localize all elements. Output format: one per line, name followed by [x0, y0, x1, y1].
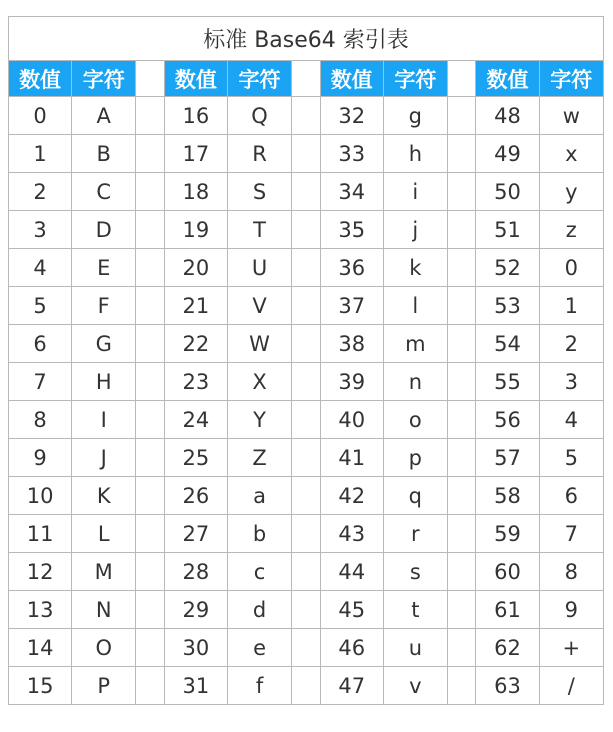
column-gap	[292, 401, 321, 439]
table-row	[9, 629, 604, 667]
char-cell: n	[383, 363, 447, 401]
value-cell: 17	[164, 135, 227, 173]
value-cell: 12	[9, 553, 72, 591]
value-cell: 57	[476, 439, 539, 477]
char-cell: z	[539, 211, 603, 249]
char-cell: 9	[539, 591, 603, 629]
column-gap	[447, 61, 476, 97]
table-row	[9, 173, 604, 211]
value-cell: 18	[164, 173, 227, 211]
char-cell: M	[72, 553, 136, 591]
column-gap	[447, 287, 476, 325]
value-cell: 35	[320, 211, 383, 249]
char-cell: l	[383, 287, 447, 325]
char-cell: o	[383, 401, 447, 439]
column-gap	[292, 249, 321, 287]
value-cell: 45	[320, 591, 383, 629]
header-char: 字符	[72, 61, 136, 97]
value-cell: 3	[9, 211, 72, 249]
value-cell: 52	[476, 249, 539, 287]
char-cell: 1	[539, 287, 603, 325]
column-gap	[136, 363, 165, 401]
char-cell: w	[539, 97, 603, 135]
value-cell: 61	[476, 591, 539, 629]
char-cell: O	[72, 629, 136, 667]
char-cell: X	[227, 363, 291, 401]
column-gap	[447, 439, 476, 477]
value-cell: 15	[9, 667, 72, 705]
char-cell: u	[383, 629, 447, 667]
value-cell: 30	[164, 629, 227, 667]
char-cell: v	[383, 667, 447, 705]
value-cell: 2	[9, 173, 72, 211]
char-cell: 4	[539, 401, 603, 439]
char-cell: b	[227, 515, 291, 553]
column-gap	[136, 553, 165, 591]
char-cell: j	[383, 211, 447, 249]
char-cell: T	[227, 211, 291, 249]
char-cell: I	[72, 401, 136, 439]
char-cell: V	[227, 287, 291, 325]
header-char: 字符	[539, 61, 603, 97]
column-gap	[447, 173, 476, 211]
char-cell: g	[383, 97, 447, 135]
column-gap	[136, 515, 165, 553]
column-gap	[136, 591, 165, 629]
column-gap	[292, 211, 321, 249]
column-gap	[136, 97, 165, 135]
value-cell: 0	[9, 97, 72, 135]
value-cell: 41	[320, 439, 383, 477]
value-cell: 42	[320, 477, 383, 515]
char-cell: U	[227, 249, 291, 287]
char-cell: 3	[539, 363, 603, 401]
char-cell: +	[539, 629, 603, 667]
value-cell: 46	[320, 629, 383, 667]
table-row	[9, 553, 604, 591]
char-cell: d	[227, 591, 291, 629]
value-cell: 29	[164, 591, 227, 629]
char-cell: N	[72, 591, 136, 629]
column-gap	[447, 211, 476, 249]
column-gap	[292, 515, 321, 553]
value-cell: 38	[320, 325, 383, 363]
value-cell: 58	[476, 477, 539, 515]
column-gap	[447, 591, 476, 629]
column-gap	[447, 97, 476, 135]
table-row	[9, 325, 604, 363]
char-cell: K	[72, 477, 136, 515]
char-cell: k	[383, 249, 447, 287]
column-gap	[136, 173, 165, 211]
column-gap	[136, 667, 165, 705]
value-cell: 13	[9, 591, 72, 629]
char-cell: E	[72, 249, 136, 287]
column-gap	[447, 667, 476, 705]
char-cell: t	[383, 591, 447, 629]
table-row	[9, 249, 604, 287]
header-value: 数值	[9, 61, 72, 97]
table-body	[9, 97, 604, 705]
table-row	[9, 135, 604, 173]
value-cell: 55	[476, 363, 539, 401]
table-row	[9, 515, 604, 553]
value-cell: 31	[164, 667, 227, 705]
value-cell: 51	[476, 211, 539, 249]
table-row	[9, 667, 604, 705]
value-cell: 19	[164, 211, 227, 249]
value-cell: 4	[9, 249, 72, 287]
column-gap	[292, 667, 321, 705]
column-gap	[447, 135, 476, 173]
column-gap	[447, 477, 476, 515]
column-gap	[447, 553, 476, 591]
column-gap	[292, 363, 321, 401]
char-cell: s	[383, 553, 447, 591]
value-cell: 25	[164, 439, 227, 477]
column-gap	[292, 97, 321, 135]
table-title: 标准 Base64 索引表	[9, 17, 604, 61]
char-cell: D	[72, 211, 136, 249]
title-row	[9, 17, 604, 61]
column-gap	[447, 249, 476, 287]
value-cell: 9	[9, 439, 72, 477]
char-cell: G	[72, 325, 136, 363]
table-row	[9, 401, 604, 439]
table-row	[9, 97, 604, 135]
char-cell: 2	[539, 325, 603, 363]
value-cell: 23	[164, 363, 227, 401]
value-cell: 49	[476, 135, 539, 173]
value-cell: 48	[476, 97, 539, 135]
table-row	[9, 363, 604, 401]
value-cell: 28	[164, 553, 227, 591]
value-cell: 8	[9, 401, 72, 439]
column-gap	[136, 401, 165, 439]
char-cell: P	[72, 667, 136, 705]
value-cell: 1	[9, 135, 72, 173]
char-cell: L	[72, 515, 136, 553]
header-value: 数值	[164, 61, 227, 97]
value-cell: 50	[476, 173, 539, 211]
header-value: 数值	[476, 61, 539, 97]
header-char: 字符	[227, 61, 291, 97]
table-row	[9, 287, 604, 325]
value-cell: 7	[9, 363, 72, 401]
column-gap	[292, 629, 321, 667]
value-cell: 11	[9, 515, 72, 553]
char-cell: H	[72, 363, 136, 401]
char-cell: p	[383, 439, 447, 477]
column-gap	[136, 629, 165, 667]
column-gap	[447, 363, 476, 401]
value-cell: 16	[164, 97, 227, 135]
char-cell: 0	[539, 249, 603, 287]
char-cell: R	[227, 135, 291, 173]
column-gap	[136, 61, 165, 97]
value-cell: 53	[476, 287, 539, 325]
char-cell: 7	[539, 515, 603, 553]
column-gap	[292, 173, 321, 211]
column-gap	[447, 325, 476, 363]
value-cell: 33	[320, 135, 383, 173]
base64-index-table	[8, 16, 604, 705]
char-cell: f	[227, 667, 291, 705]
column-gap	[136, 211, 165, 249]
char-cell: 6	[539, 477, 603, 515]
column-gap	[136, 439, 165, 477]
column-gap	[292, 61, 321, 97]
header-value: 数值	[320, 61, 383, 97]
char-cell: F	[72, 287, 136, 325]
table-row	[9, 439, 604, 477]
table-row	[9, 211, 604, 249]
char-cell: c	[227, 553, 291, 591]
column-gap	[292, 287, 321, 325]
value-cell: 39	[320, 363, 383, 401]
value-cell: 27	[164, 515, 227, 553]
char-cell: m	[383, 325, 447, 363]
value-cell: 22	[164, 325, 227, 363]
value-cell: 20	[164, 249, 227, 287]
char-cell: C	[72, 173, 136, 211]
char-cell: e	[227, 629, 291, 667]
column-gap	[136, 325, 165, 363]
value-cell: 43	[320, 515, 383, 553]
value-cell: 34	[320, 173, 383, 211]
value-cell: 32	[320, 97, 383, 135]
column-gap	[136, 287, 165, 325]
char-cell: 5	[539, 439, 603, 477]
column-gap	[292, 591, 321, 629]
value-cell: 24	[164, 401, 227, 439]
char-cell: Z	[227, 439, 291, 477]
value-cell: 63	[476, 667, 539, 705]
table-row	[9, 591, 604, 629]
char-cell: Y	[227, 401, 291, 439]
value-cell: 60	[476, 553, 539, 591]
value-cell: 14	[9, 629, 72, 667]
char-cell: J	[72, 439, 136, 477]
value-cell: 47	[320, 667, 383, 705]
char-cell: W	[227, 325, 291, 363]
char-cell: r	[383, 515, 447, 553]
value-cell: 44	[320, 553, 383, 591]
char-cell: x	[539, 135, 603, 173]
value-cell: 40	[320, 401, 383, 439]
value-cell: 6	[9, 325, 72, 363]
char-cell: 8	[539, 553, 603, 591]
char-cell: h	[383, 135, 447, 173]
column-gap	[447, 629, 476, 667]
value-cell: 10	[9, 477, 72, 515]
column-gap	[292, 325, 321, 363]
char-cell: A	[72, 97, 136, 135]
column-gap	[136, 477, 165, 515]
value-cell: 56	[476, 401, 539, 439]
column-gap	[292, 135, 321, 173]
value-cell: 5	[9, 287, 72, 325]
char-cell: y	[539, 173, 603, 211]
value-cell: 26	[164, 477, 227, 515]
column-gap	[136, 249, 165, 287]
char-cell: a	[227, 477, 291, 515]
value-cell: 37	[320, 287, 383, 325]
column-gap	[136, 135, 165, 173]
column-gap	[447, 515, 476, 553]
value-cell: 54	[476, 325, 539, 363]
char-cell: i	[383, 173, 447, 211]
column-gap	[292, 477, 321, 515]
table-row	[9, 477, 604, 515]
value-cell: 36	[320, 249, 383, 287]
char-cell: S	[227, 173, 291, 211]
header-char: 字符	[383, 61, 447, 97]
value-cell: 21	[164, 287, 227, 325]
char-cell: q	[383, 477, 447, 515]
column-gap	[292, 553, 321, 591]
char-cell: Q	[227, 97, 291, 135]
char-cell: B	[72, 135, 136, 173]
value-cell: 59	[476, 515, 539, 553]
column-gap	[292, 439, 321, 477]
column-gap	[447, 401, 476, 439]
header-row	[9, 61, 604, 97]
value-cell: 62	[476, 629, 539, 667]
char-cell: /	[539, 667, 603, 705]
